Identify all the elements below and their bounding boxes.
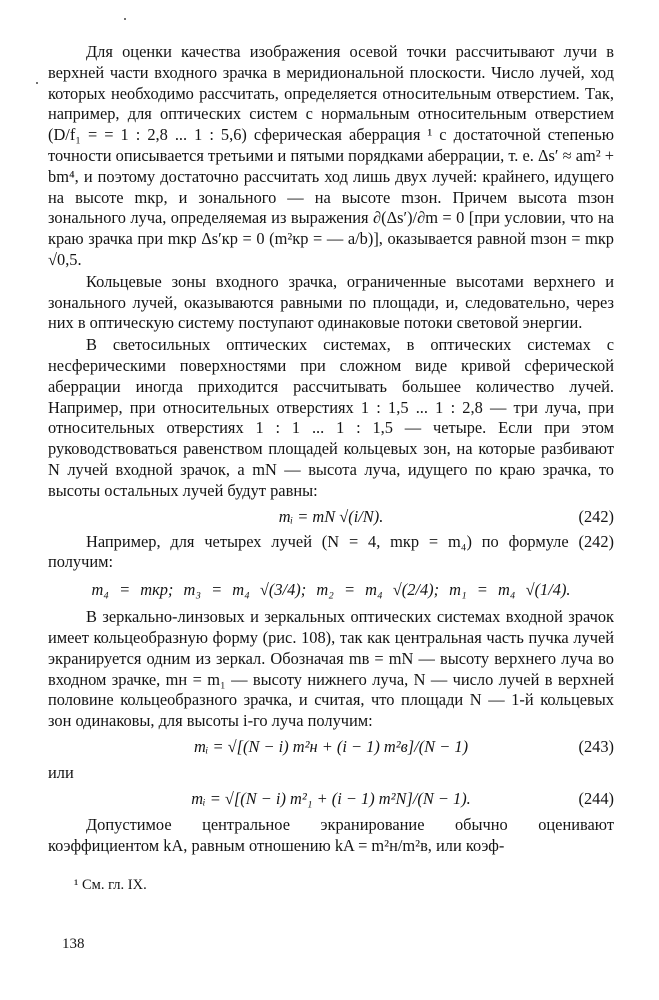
equation-242 bbox=[48, 502, 614, 532]
paragraph-3: В светосильных оптических системах, в оптических системах с несферическими поверхностями при сложном виде кривой сферической аберрации иногда приходится рассчитывать большее количество лучей. Например, при относительных отверстиях 1 : 1,5 ... 1 : 2,8 — три луча, при относительных отверстиях 1 : 1 ... 1 : 1,5 — четыре. Если при этом руководствоваться равенством площадей кольцевых зон, на которые разбивают N лучей входной зрачок, а mN — высота луча, идущего по краю зрачка, то высоты остальных лучей будут равны: bbox=[48, 335, 614, 500]
paragraph-6: Допустимое центральное экранирование обычно оценивают коэффициентом kA, равным отношению kA = m²н/m²в, или коэф- bbox=[48, 814, 614, 855]
paragraph-4: Например, для четырех лучей (N = 4, mкр = m₄) по формуле (242) получим: bbox=[48, 531, 614, 572]
equation-242-number: (242) bbox=[578, 506, 614, 526]
or-word: или bbox=[48, 762, 74, 782]
equation-244 bbox=[48, 784, 614, 814]
equation-243-number: (243) bbox=[578, 736, 614, 756]
equation-242-formula: mᵢ = mN √(i/N). bbox=[278, 506, 384, 526]
page-body bbox=[48, 42, 614, 895]
equation-243 bbox=[48, 732, 614, 762]
scan-speck bbox=[124, 18, 126, 20]
paragraph-1: Для оценки качества изображения осевой точки рассчитывают лучи в верхней части входного зрачка в меридиональной плоскости. Число лучей, ход которых необходимо рассчитать, определяется относительным отверстием. Так, например, для оптических систем с нормальным относительным отверстием (D/f₁ = = 1 : 2,8 ... 1 : 5,6) сферическая аберрация ¹ с достаточной степенью точности описывается третьими и пятыми порядками аберрации, т. е. Δs′ ≈ am² + bm⁴, и поэтому достаточно рассчитать ход лишь двух лучей: крайнего, идущего на высоте mкр, и зонального — на высоте mзон. Причем высота mзон зонального луча, определяемая из выражения ∂(Δs′)/∂m = 0 [при условии, что на краю зрачка при mкр Δs′кр = 0 (m²кр = — a/b)], оказывается равной mзон = mкр √0,5. bbox=[48, 42, 614, 269]
paragraph-5: В зеркально-линзовых и зеркальных оптических системах входной зрачок имеет кольцеобразную форму (рис. 108), так как центральная часть пучка лучей экранируется одним из зеркал. Обозначая mв = mN — высоту верхнего луча во входном зрачке, mн = m₁ — высоту нижнего луча, N — число лучей в верхней половине кольцеобразного зрачка, и считая, что площади N — 1-й кольцевых зон одинаковы, для высоты i-го луча получим: bbox=[48, 607, 614, 731]
scan-speck bbox=[36, 82, 38, 84]
equation-244-number: (244) bbox=[578, 788, 614, 808]
equation-four-rays: m₄ = mкр; m₃ = m₄ √(3/4); m₂ = m₄ √(2/4); m₁ = m₄ √(1/4). bbox=[91, 580, 571, 600]
paragraph-2: Кольцевые зоны входного зрачка, ограниченные высотами верхнего и зонального лучей, оказываются равными по площади, и, следовательно, через них в оптическую систему поступают одинаковые потоки световой энергии. bbox=[48, 271, 614, 333]
page-number: 138 bbox=[62, 936, 85, 952]
footnote: ¹ См. гл. IX. bbox=[74, 876, 147, 893]
equation-243-formula: mᵢ = √[(N − i) m²н + (i − 1) m²в]/(N − 1) bbox=[193, 736, 469, 756]
equation-244-formula: mᵢ = √[(N − i) m²₁ + (i − 1) m²N]/(N − 1). bbox=[191, 788, 471, 808]
